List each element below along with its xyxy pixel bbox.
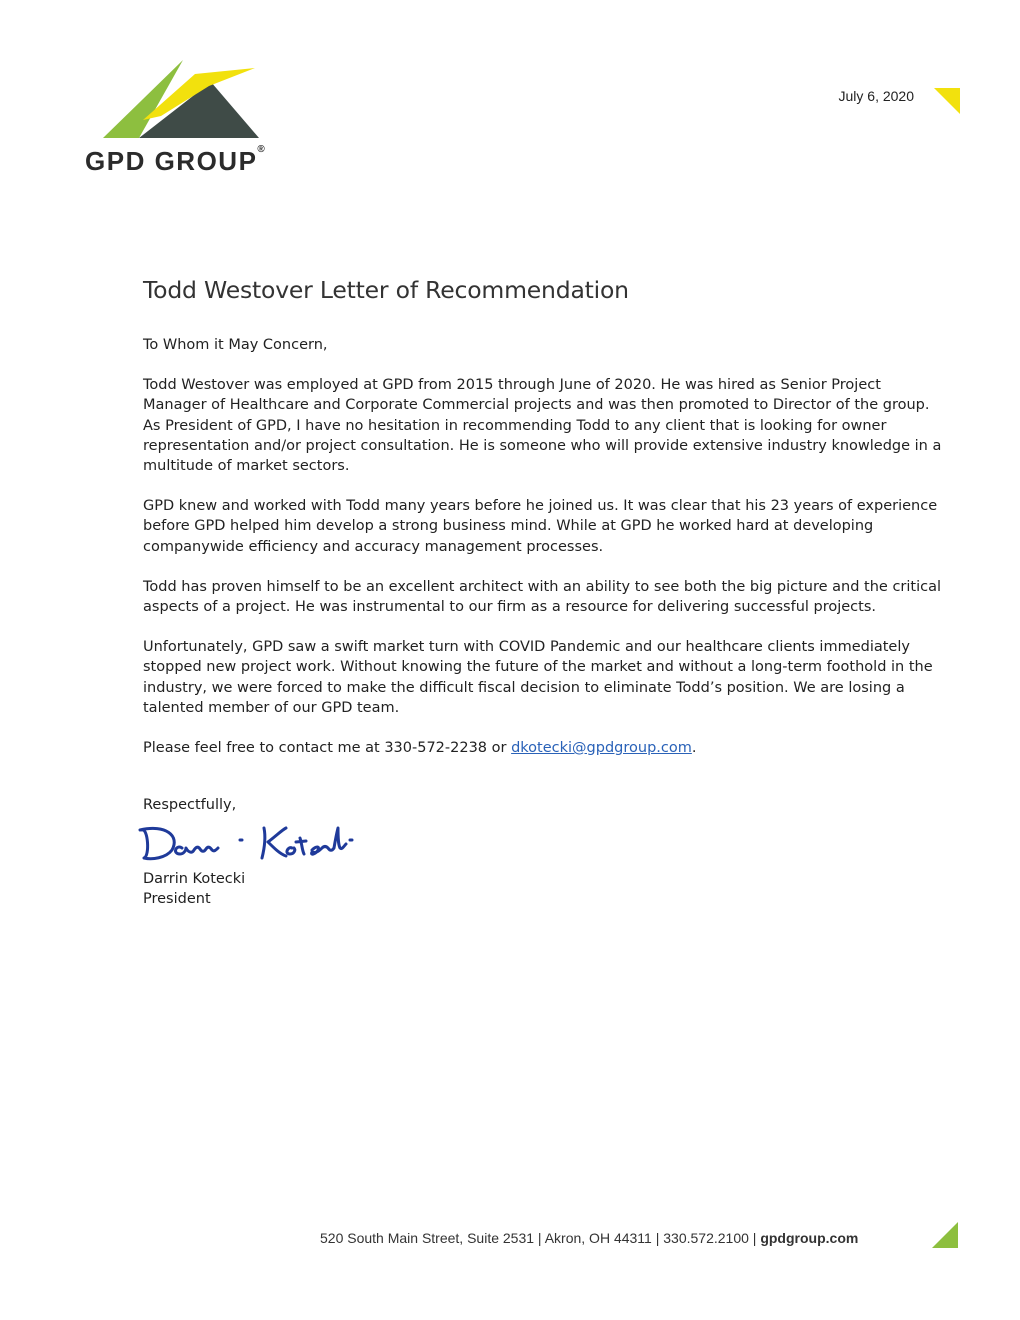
company-logo [85,58,295,178]
letter-date: July 6, 2020 [838,88,914,104]
footer-separator: | [651,1230,664,1246]
contact-line [143,738,943,758]
corner-triangle-icon [934,88,960,114]
contact-suffix: . [691,740,697,757]
paragraph: GPD knew and worked with Todd many years before he joined us. It was clear that his 23 years of experience before GPD helped him develop a strong business mind. While at GPD he worked hard at developing companywide efficiency and accuracy management processes. [143,498,938,555]
letter-title: Todd Westover Letter of Recommendation [143,276,629,304]
signer-block [143,869,245,909]
footer [320,1230,920,1246]
email-link[interactable]: dkotecki@gpdgroup.com [511,740,692,757]
footer-address: 520 South Main Street, Suite 2531 [320,1230,535,1246]
signature-image [136,818,396,868]
contact-text: Please feel free to contact me at 330-572-2238 or [143,740,512,757]
footer-phone: 330.572.2100 [663,1230,749,1246]
logo-wordmark: GPD GROUP® [85,144,267,176]
footer-separator: | [748,1230,761,1246]
letter-body [143,335,943,778]
paragraph: Todd has proven himself to be an excellent architect with an ability to see both the big picture and the critical aspects of a project. He was instrumental to our firm as a resource for delivering successful projects. [143,578,942,616]
footer-separator: | [534,1230,545,1246]
footer-city: Akron, OH 44311 [544,1230,652,1246]
paragraph: Todd Westover was employed at GPD from 2015 through June of 2020. He was hired as Senior Project Manager of Healthcare and Corporate Commercial projects and was then promoted to Director of the group. As President of GPD, I have no hesitation in recommending Todd to any client that is looking for owner representation and/or project consultation. He is someone who will provide extensive industry knowledge in a multitude of market sectors. [143,377,942,475]
paragraph: Unfortunately, GPD saw a swift market turn with COVID Pandemic and our healthcare clients immediately stopped new project work. Without knowing the future of the market and without a long-term foothold in the industry, we were forced to make the difficult fiscal decision to eliminate Todd’s position. We are losing a talented member of our GPD team. [143,639,933,716]
corner-triangle-green-icon [932,1222,958,1248]
logo-mountain-icon [99,58,279,140]
footer-website: gpdgroup.com [760,1230,859,1246]
signer-role: President [143,891,211,907]
signer-name: Darrin Kotecki [143,871,246,887]
closing: Respectfully, [143,797,237,813]
salutation: To Whom it May Concern, [143,337,328,353]
